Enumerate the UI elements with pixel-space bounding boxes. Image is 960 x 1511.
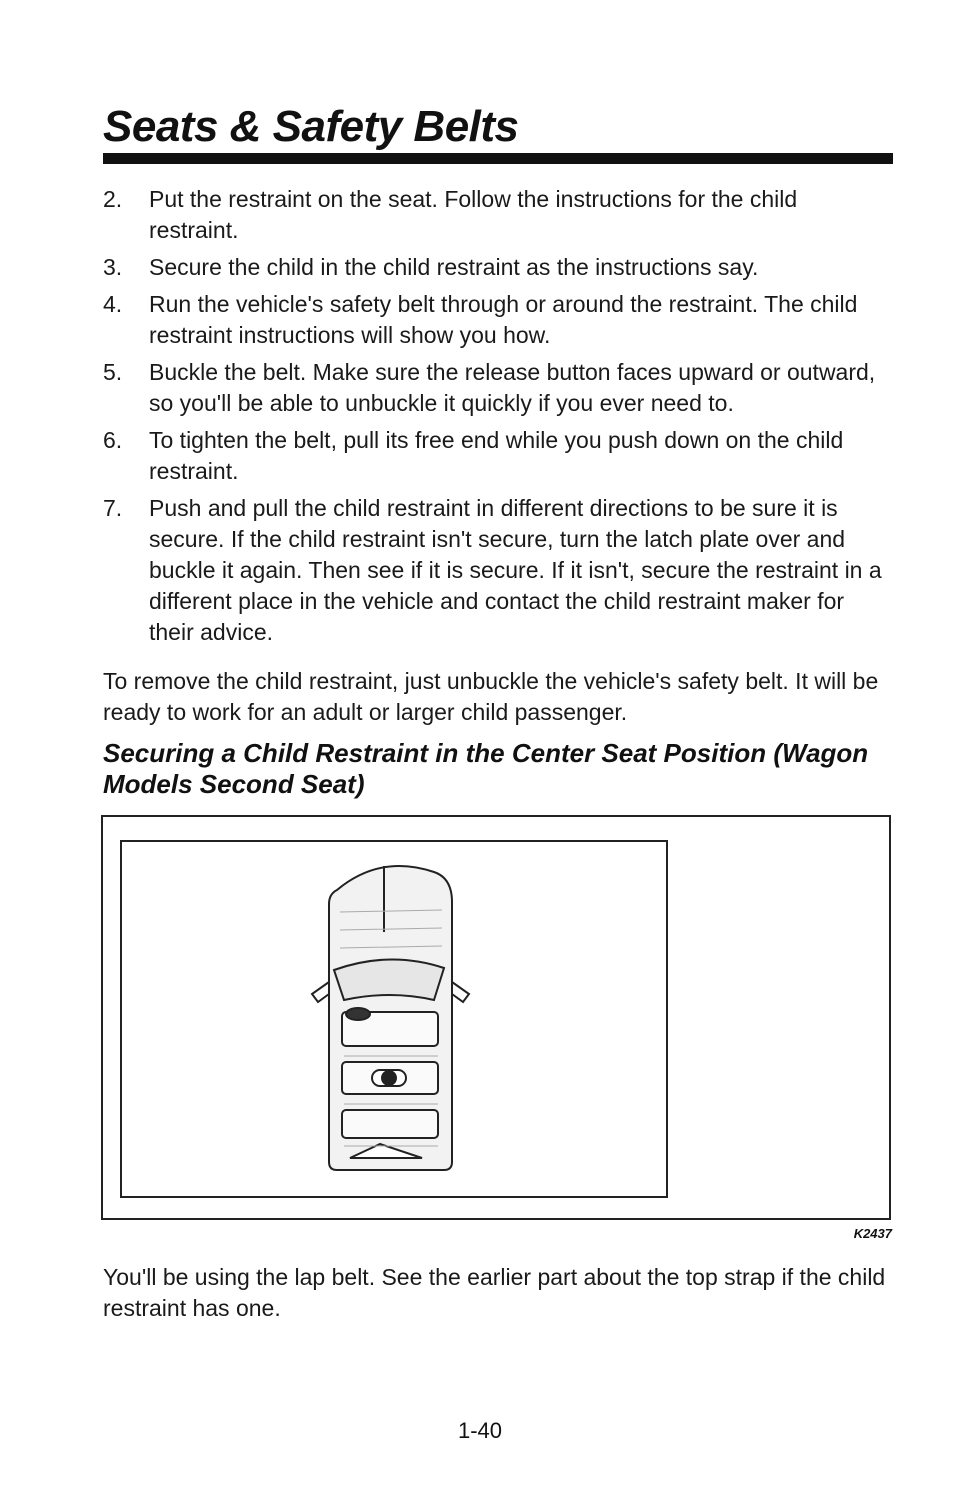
page-title: Seats & Safety Belts [103, 102, 519, 151]
figure-code: K2437 [853, 1226, 892, 1241]
step-text: Secure the child in the child restraint as the instructions say. [149, 254, 759, 280]
step-text: Buckle the belt. Make sure the release button faces upward or outward, so you'll be able to unbuckle it quickly if you ever need to. [149, 359, 876, 416]
step-item [103, 184, 893, 246]
step-number: 5. [103, 359, 123, 385]
step-number: 3. [103, 254, 123, 280]
header-rule [103, 153, 893, 164]
closing-paragraph: You'll be using the lap belt. See the earlier part about the top strap if the child restraint has one. [103, 1264, 886, 1321]
step-item [103, 289, 893, 351]
step-number: 2. [103, 186, 123, 212]
step-text: Push and pull the child restraint in different directions to be sure it is secure. If the child restraint isn't secure, turn the latch plate over and buckle it again. Then see if it is secure. If it isn't, secure the restraint in a different place in the vehicle and contact the child restraint maker for their advice. [149, 495, 882, 645]
step-number: 4. [103, 291, 123, 317]
step-text: Put the restraint on the seat. Follow the instructions for the child restraint. [149, 186, 798, 243]
step-item [103, 252, 893, 283]
figure-panel [120, 840, 668, 1198]
step-item [103, 357, 893, 419]
removal-paragraph: To remove the child restraint, just unbuckle the vehicle's safety belt. It will be ready to work for an adult or larger child passenger. [103, 668, 879, 725]
step-text: Run the vehicle's safety belt through or around the restraint. The child restraint instructions will show you how. [149, 291, 858, 348]
section-heading: Securing a Child Restraint in the Center Seat Position (Wagon Models Second Seat) [103, 738, 869, 799]
step-number: 6. [103, 427, 123, 453]
step-number: 7. [103, 495, 123, 521]
vehicle-top-view-diagram-icon [122, 842, 666, 1196]
step-text: To tighten the belt, pull its free end while you push down on the child restraint. [149, 427, 844, 484]
step-item [103, 493, 893, 648]
instruction-steps [103, 184, 893, 654]
step-item [103, 425, 893, 487]
page-number: 1-40 [457, 1418, 503, 1443]
